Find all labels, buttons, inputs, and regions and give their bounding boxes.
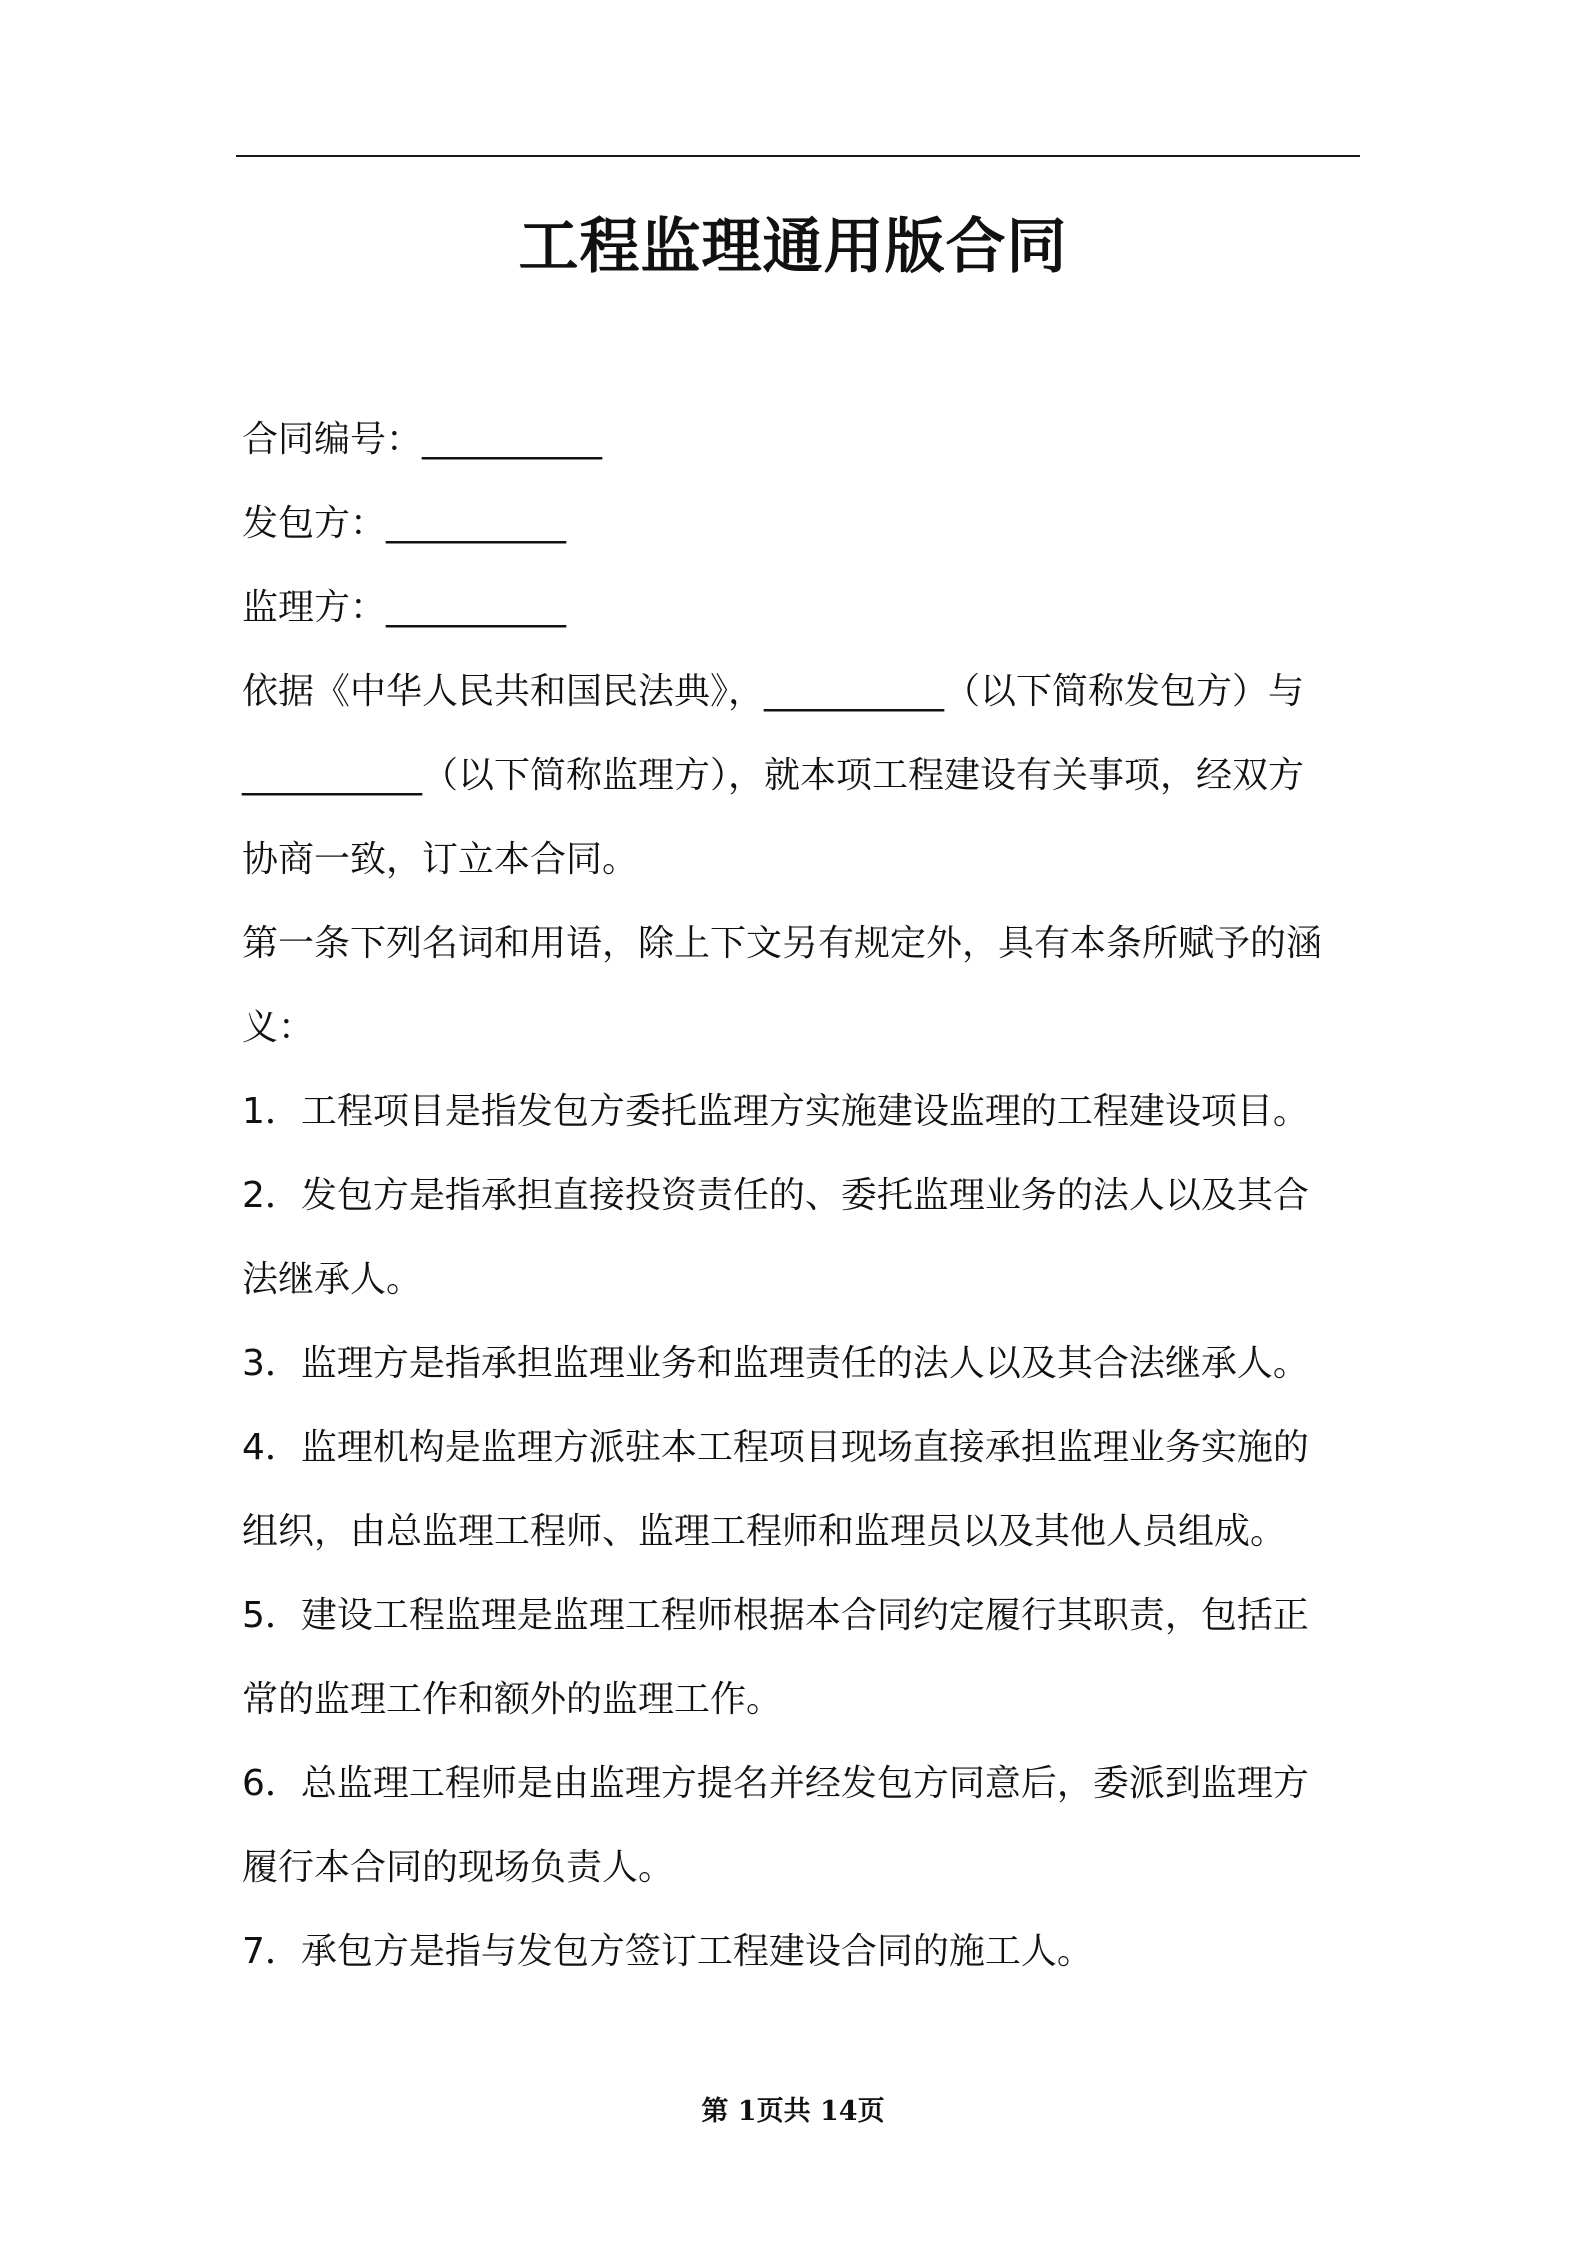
- preamble-line-2: __________（以下简称监理方），就本项工程建设有关事项，经双方: [242, 755, 1305, 796]
- document-title: 工程监理通用版合同: [518, 212, 1068, 282]
- employer-line: 发包方：__________: [242, 503, 567, 544]
- clause-7: 7．承包方是指与发包方签订工程建设合同的施工人。: [242, 1931, 1093, 1972]
- preamble-line-3: 协商一致，订立本合同。: [242, 839, 639, 880]
- clause-6-line-1: 6．总监理工程师是由监理方提名并经发包方同意后，委派到监理方: [242, 1763, 1309, 1804]
- clause-4-line-2: 组织，由总监理工程师、监理工程师和监理员以及其他人员组成。: [242, 1511, 1287, 1552]
- contract-number-line: 合同编号：__________: [242, 419, 603, 460]
- supervisor-line: 监理方：__________: [242, 587, 567, 628]
- clause-3: 3．监理方是指承担监理业务和监理责任的法人以及其合法继承人。: [242, 1343, 1309, 1384]
- clause-4-line-1: 4．监理机构是监理方派驻本工程项目现场直接承担监理业务实施的: [242, 1427, 1309, 1468]
- article-1-heading-line-1: 第一条下列名词和用语，除上下文另有规定外，具有本条所赋予的涵: [242, 923, 1323, 964]
- clause-5-line-1: 5．建设工程监理是监理工程师根据本合同约定履行其职责，包括正: [242, 1595, 1309, 1636]
- clause-1: 1．工程项目是指发包方委托监理方实施建设监理的工程建设项目。: [242, 1091, 1309, 1132]
- article-1-heading-line-2: 义：: [242, 1007, 315, 1048]
- page-footer: 第 1页共 14页: [701, 2096, 885, 2127]
- clause-5-line-2: 常的监理工作和额外的监理工作。: [242, 1679, 783, 1720]
- header-rule: [236, 155, 1360, 157]
- clause-2-line-1: 2．发包方是指承担直接投资责任的、委托监理业务的法人以及其合: [242, 1175, 1309, 1216]
- clause-6-line-2: 履行本合同的现场负责人。: [242, 1847, 675, 1888]
- clause-2-line-2: 法继承人。: [242, 1259, 423, 1300]
- document-body: [242, 398, 1362, 1994]
- preamble-line-1: 依据《中华人民共和国民法典》，__________（以下简称发包方）与: [242, 671, 1305, 712]
